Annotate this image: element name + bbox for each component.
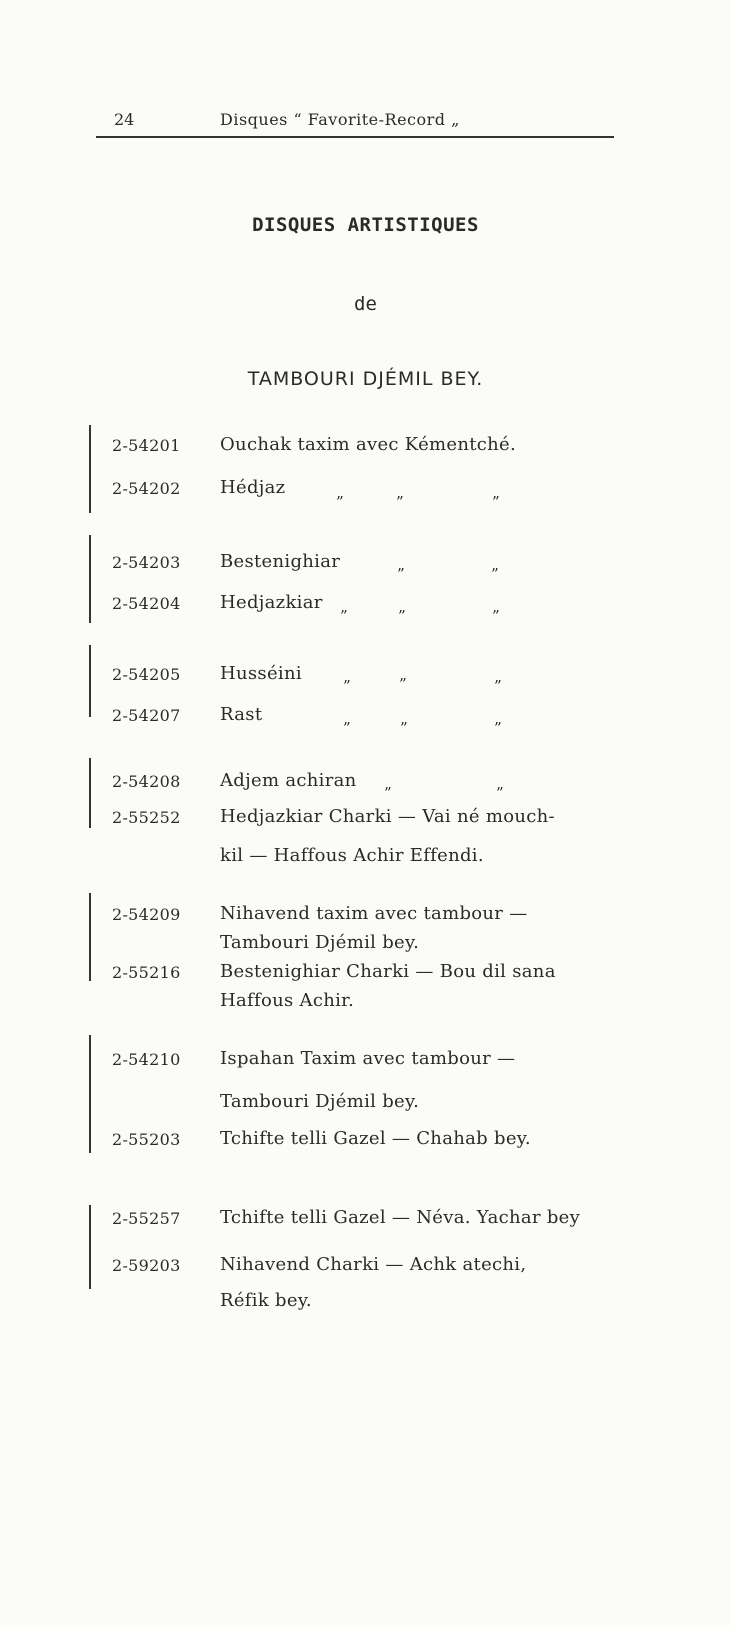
ditto-mark: ” (496, 784, 504, 802)
record-number: 2-54204 (112, 594, 181, 613)
record-title: Ispahan Taxim avec tambour — (220, 1048, 516, 1069)
record-title-continued: Réfik bey. (220, 1290, 312, 1311)
record-number: 2-55252 (112, 808, 181, 827)
record-title: Husséini (220, 663, 302, 684)
record-title: Adjem achiran (220, 770, 357, 791)
record-title: Tchifte telli Gazel — Chahab bey. (220, 1128, 531, 1149)
ditto-mark: ” (396, 493, 404, 511)
ditto-mark: ” (494, 677, 502, 695)
group-bracket (89, 1035, 91, 1153)
group-bracket (89, 1205, 91, 1289)
record-title: Ouchak taxim avec Kémentché. (220, 434, 517, 455)
artist-name: TAMBOURI DJÉMIL BEY. (247, 368, 484, 390)
record-group (0, 1205, 731, 1320)
record-title: Nihavend Charki — Achk atechi, (220, 1254, 527, 1275)
section-title: DISQUES ARTISTIQUES (252, 214, 479, 236)
record-title-continued: Haffous Achir. (220, 990, 355, 1011)
record-group (0, 425, 731, 515)
record-number: 2-54208 (112, 772, 181, 791)
record-number: 2-54202 (112, 479, 181, 498)
ditto-mark: ” (398, 607, 406, 625)
ditto-mark: ” (491, 565, 499, 583)
record-title: Rast (220, 704, 263, 725)
record-number: 2-55203 (112, 1130, 181, 1149)
ditto-mark: ” (399, 675, 407, 693)
record-group (0, 1035, 731, 1160)
record-number: 2-55216 (112, 963, 181, 982)
record-title: Hedjazkiar (220, 592, 323, 613)
group-bracket (89, 535, 91, 623)
ditto-mark: ” (492, 493, 500, 511)
record-number: 2-54201 (112, 436, 181, 455)
ditto-mark: ” (492, 607, 500, 625)
record-title-continued: Tambouri Djémil bey. (220, 932, 420, 953)
record-group (0, 893, 731, 1023)
record-title: Bestenighiar Charki — Bou dil sana (220, 961, 556, 982)
group-bracket (89, 758, 91, 828)
record-group (0, 645, 731, 740)
page-number: 24 (114, 110, 135, 129)
record-title: Bestenighiar (220, 551, 341, 572)
header-title: Disques “ Favorite-Record „ (220, 110, 460, 129)
record-title-continued: kil — Haffous Achir Effendi. (220, 845, 484, 866)
ditto-mark: ” (343, 719, 351, 737)
ditto-mark: ” (400, 719, 408, 737)
record-group (0, 758, 731, 868)
header-rule (96, 136, 614, 138)
ditto-mark: ” (336, 493, 344, 511)
record-group (0, 535, 731, 625)
record-title: Nihavend taxim avec tambour — (220, 903, 528, 924)
ditto-mark: ” (494, 719, 502, 737)
record-number: 2-54207 (112, 706, 181, 725)
group-bracket (89, 425, 91, 513)
record-number: 2-54203 (112, 553, 181, 572)
record-title: Hédjaz (220, 477, 286, 498)
record-number: 2-55257 (112, 1209, 181, 1228)
group-bracket (89, 893, 91, 981)
section-title-de: de (354, 293, 377, 315)
group-bracket (89, 645, 91, 717)
record-title: Hedjazkiar Charki — Vai né mouch- (220, 806, 555, 827)
record-number: 2-54209 (112, 905, 181, 924)
running-header (96, 106, 614, 140)
ditto-mark: ” (343, 677, 351, 695)
ditto-mark: ” (340, 607, 348, 625)
record-number: 2-59203 (112, 1256, 181, 1275)
record-title-continued: Tambouri Djémil bey. (220, 1091, 420, 1112)
record-number: 2-54205 (112, 665, 181, 684)
ditto-mark: ” (384, 784, 392, 802)
record-title: Tchifte telli Gazel — Néva. Yachar bey (220, 1207, 581, 1228)
record-number: 2-54210 (112, 1050, 181, 1069)
ditto-mark: ” (397, 565, 405, 583)
